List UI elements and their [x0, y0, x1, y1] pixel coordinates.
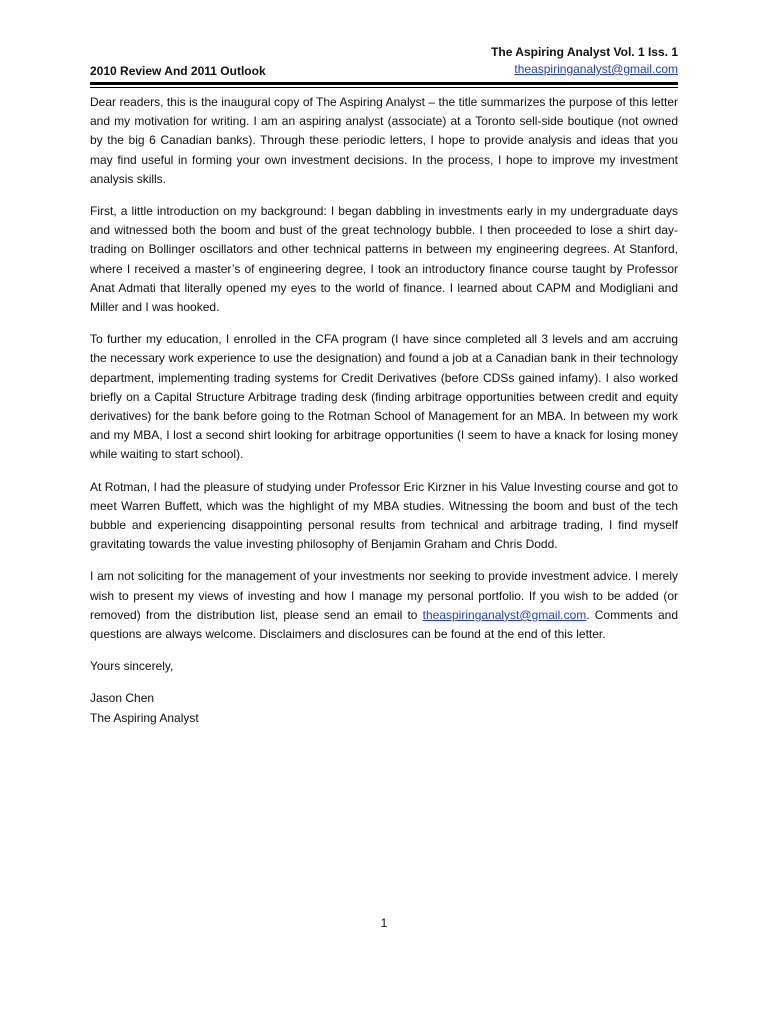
page-number: 1: [380, 916, 388, 930]
header-email-link[interactable]: theaspiringanalyst@gmail.com: [514, 62, 678, 76]
paragraph-disclaimer-text-1: I am not soliciting for the management of your investments nor seeking to provide investment advice. I merely wish to present my views of investing and how I manage my personal portfolio. If you wish to be added (or removed) from the distribution list, please send an email to: [90, 569, 678, 622]
newsletter-title: The Aspiring Analyst Vol. 1 Iss. 1: [491, 45, 678, 59]
body-email-link[interactable]: theaspiringanalyst@gmail.com: [422, 607, 587, 622]
letter-body: [90, 93, 678, 728]
paragraph-intro: Dear readers, this is the inaugural copy of The Aspiring Analyst – the title summarizes the purpose of this letter and my motivation for writing. I am an aspiring analyst (associate) at a Toronto sell-side boutique (not owned by the big 6 Canadian banks). Through these periodic letters, I hope to provide analysis and ideas that you may find useful in forming your own investment decisions. In the process, I hope to improve my investment analysis skills.: [90, 95, 678, 186]
header-right-block: [491, 44, 678, 78]
paragraph-disclaimer-text-2: . Comments and questions are always welcome. Disclaimers and disclosures can be found at the end of this letter.: [90, 607, 678, 642]
paragraph-disclaimer: [90, 567, 678, 644]
paragraph-background: First, a little introduction on my background: I began dabbling in investments early in my undergraduate days and witnessed both the boom and bust of the great technology bubble. I then proceeded to lose a shirt day-trading on Bollinger oscillators and other technical patterns in between my engineering degrees. At Stanford, where I received a master’s of engineering degree, I took an introductory finance course taught by Professor Anat Admati that literally opened my eyes to the world of finance. I learned about CAPM and Modigliani and Miller and I was hooked.: [90, 204, 678, 315]
header-subtitle: 2010 Review And 2011 Outlook: [90, 64, 266, 78]
closing-salutation: Yours sincerely,: [90, 659, 174, 674]
header-divider-thick: [90, 82, 678, 85]
signature-title: The Aspiring Analyst: [90, 710, 199, 725]
page-header: [90, 44, 678, 80]
signature-block: [90, 689, 678, 727]
signature-name: Jason Chen: [90, 691, 155, 706]
paragraph-education: To further my education, I enrolled in the CFA program (I have since completed all 3 levels and am accruing the necessary work experience to use the designation) and found a job at a Canadian bank in their technology department, implementing trading systems for Credit Derivatives (before CDSs gained infamy). I also worked briefly on a Capital Structure Arbitrage trading desk (finding arbitrage opportunities between credit and equity derivatives) for the bank before going to the Rotman School of Management for an MBA. In between my work and my MBA, I lost a second shirt looking for arbitrage opportunities (I seem to have a knack for losing money while waiting to start school).: [90, 332, 678, 462]
paragraph-rotman: At Rotman, I had the pleasure of studying under Professor Eric Kirzner in his Value Investing course and got to meet Warren Buffett, which was the highlight of my MBA studies. Witnessing the boom and bust of the tech bubble and experiencing disappointing personal results from technical and arbitrage trading, I find myself gravitating towards the value investing philosophy of Benjamin Graham and Chris Dodd.: [90, 479, 678, 552]
header-divider-thin: [90, 87, 678, 88]
